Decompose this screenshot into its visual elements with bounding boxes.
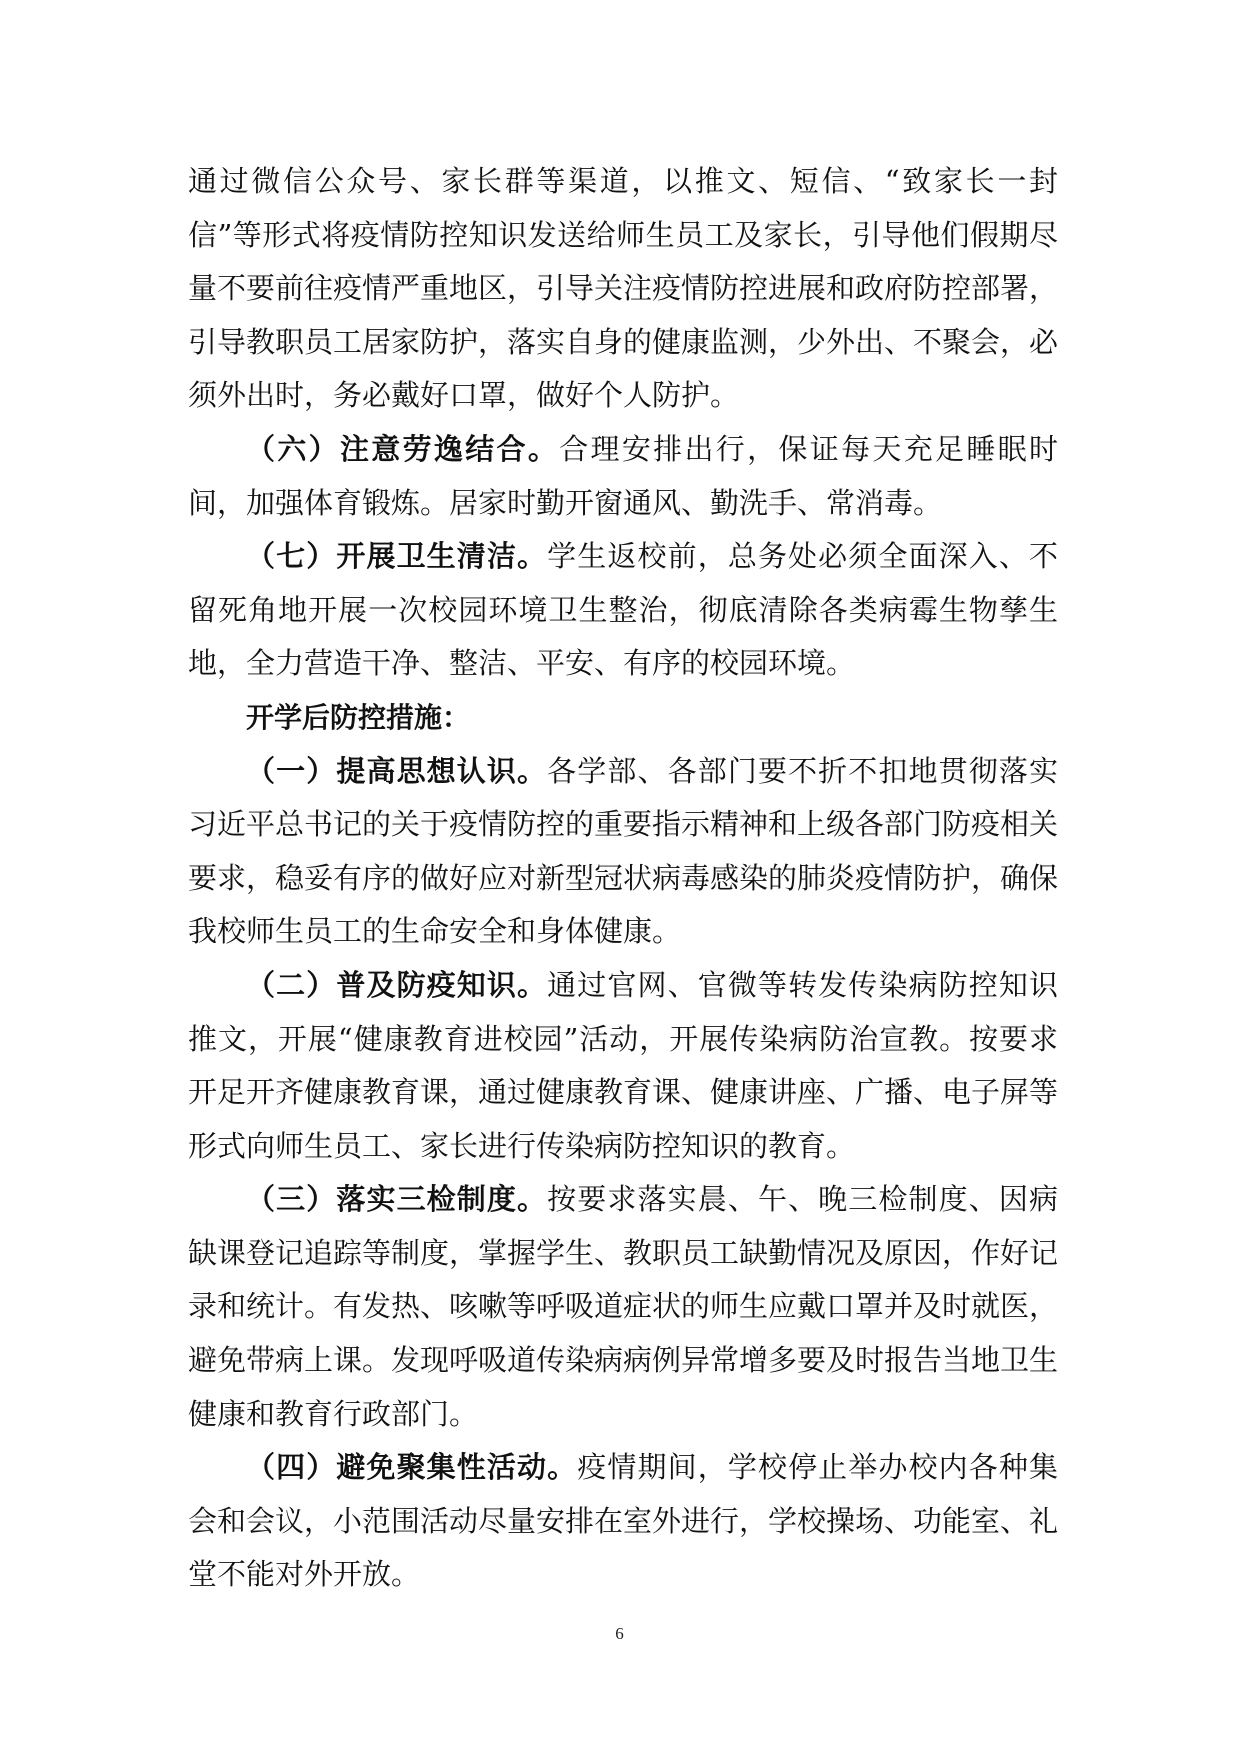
paragraph-continuation [188, 155, 1058, 423]
paragraph-heading: （四）避免聚集性活动。 [246, 1450, 578, 1485]
paragraph-heading: （六）注意劳逸结合。 [246, 431, 560, 466]
paragraph-text: 疫情期间，学校停止举办校内各种集会和会议，小范围活动尽量安排在室外进行，学校操场、功能室、礼堂不能对外开放。 [188, 1450, 1059, 1592]
paragraph-item-3 [188, 1173, 1058, 1441]
paragraph-item-2 [188, 959, 1058, 1173]
paragraph-text: 按要求落实晨、午、晚三检制度、因病缺课登记追踪等制度，掌握学生、教职员工缺勤情况及原因，作好记录和统计。有发热、咳嗽等呼吸道症状的师生应戴口罩并及时就医，避免带病上课。发现呼吸道传染病病例异常增多要及时报告当地卫生健康和教育行政部门。 [188, 1182, 1059, 1431]
paragraph-text: 通过官网、官微等转发传染病防控知识推文，开展“健康教育进校园”活动，开展传染病防治宣教。按要求开足开齐健康教育课，通过健康教育课、健康讲座、广播、电子屏等形式向师生员工、家长进行传染病防控知识的教育。 [188, 967, 1059, 1163]
paragraph-text: 学生返校前，总务处必须全面深入、不留死角地开展一次校园环境卫生整治，彻底清除各类病霉生物孳生地，全力营造干净、整洁、平安、有序的校园环境。 [188, 539, 1058, 681]
paragraph-text: 通过微信公众号、家长群等渠道，以推文、短信、“致家长一封信”等形式将疫情防控知识发送给师生员工及家长，引导他们假期尽量不要前往疫情严重地区，引导关注疫情防控进展和政府防控部署，引导教职员工居家防护，落实自身的健康监测，少外出、不聚会，必须外出时，务必戴好口罩，做好个人防护。 [188, 164, 1059, 413]
paragraph-heading: （三）落实三检制度。 [246, 1182, 548, 1217]
paragraph-heading: （二）普及防疫知识。 [246, 967, 548, 1002]
page-number: 6 [615, 1624, 624, 1643]
paragraph-item-4 [188, 1441, 1058, 1602]
paragraph-item-1 [188, 745, 1058, 959]
subheading-text: 开学后防控措施： [246, 700, 471, 734]
document-body [188, 155, 1058, 1602]
paragraph-text: 合理安排出行，保证每天充足睡眠时间，加强体育锻炼。居家时勤开窗通风、勤洗手、常消毒。 [188, 431, 1058, 520]
paragraph-item-7 [188, 530, 1058, 691]
paragraph-text: 各学部、各部门要不折不扣地贯彻落实习近平总书记的关于疫情防控的重要指示精神和上级各部门防疫相关要求，稳妥有序的做好应对新型冠状病毒感染的肺炎疫情防护，确保我校师生员工的生命安全和身体健康。 [188, 753, 1059, 949]
section-subheading [188, 691, 1058, 745]
paragraph-heading: （一）提高思想认识。 [246, 753, 548, 788]
paragraph-heading: （七）开展卫生清洁。 [246, 539, 548, 574]
paragraph-item-6 [188, 423, 1058, 530]
